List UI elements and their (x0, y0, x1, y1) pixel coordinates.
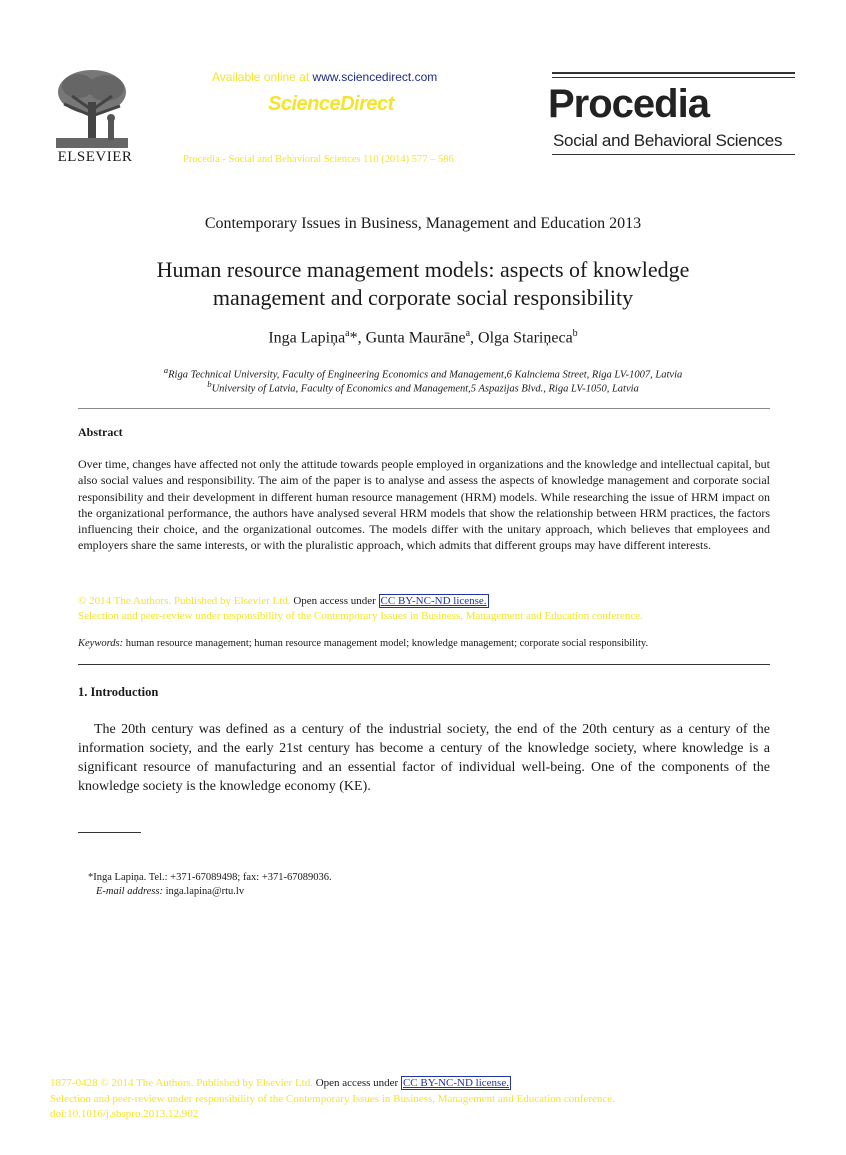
divider (78, 664, 770, 665)
elsevier-tree-logo (50, 66, 134, 152)
author-affil-mark: a (465, 328, 471, 339)
author-separator: , (470, 329, 479, 347)
author-name: Gunta Maurāne (365, 329, 466, 347)
footnote-rule (78, 832, 141, 833)
keywords-line (78, 638, 648, 649)
footer-issn: 1877-0428 © 2014 The Authors. Published by Elsevier Ltd. (50, 1077, 313, 1089)
author-separator: *, (349, 329, 366, 347)
procedia-subtitle: Social and Behavioral Sciences (553, 131, 783, 150)
procedia-rule-top-thin (552, 77, 795, 78)
procedia-rule-top (552, 72, 795, 74)
author-affil-mark: b (572, 328, 578, 339)
footnote-contact: *Inga Lapiņa. Tel.: +371-67089498; fax: +371-67089036. (88, 872, 332, 883)
affil-text: University of Latvia, Faculty of Economics and Management,5 Aspazijas Blvd., Riga LV-1050, Latvia (211, 383, 639, 395)
license-link[interactable]: CC BY-NC-ND license. (380, 595, 487, 607)
sciencedirect-logo: ScienceDirect (268, 93, 394, 115)
intro-paragraph: The 20th century was defined as a century of the industrial society, the end of the 20th century as a century of the information society, and the early 21st century has become a century of the knowledge society, where knowledge is a significant resource of manufacturing and an essential factor of individual well-being. One of the components of the knowledge society is the knowledge economy (KE). (78, 722, 770, 794)
publisher-name: ELSEVIER (57, 149, 133, 165)
footer-peer-review: Selection and peer-review under responsibility of the Contemporary Issues in Business, Management and Education conference. (50, 1093, 615, 1105)
keywords-text: human resource management; human resource management model; knowledge management; corporate social responsibility. (125, 638, 649, 649)
author-affil-mark: a (345, 328, 350, 339)
affil-text: Riga Technical University, Faculty of Engineering Economics and Management,6 Kalnciema Street, Riga LV-1007, Latvia (168, 369, 683, 381)
abstract-text: Over time, changes have affected not only the attitude towards people employed in organizations and the knowledge and intellectual capital, but also social values and responsibility. The aim of the paper is to analyse and assess the aspects of knowledge management and corporate social responsibility and their development in different human resource management (HRM) models. While researching the issue of HRM impact on the organizational performance, the authors have analysed several HRM models that show the relationship between HRM practices, the factors influencing their choice, and the organizational outcomes. The models differ with the unitary approach, which believes that employees and employers share the same interests, or with the pluralistic approach, which admits that different groups may have different interests. (78, 457, 770, 553)
author-list (0, 328, 846, 347)
affil-mark: a (163, 365, 169, 375)
sciencedirect-url[interactable]: www.sciencedirect.com (312, 70, 438, 84)
open-access-text: Open access under (293, 595, 376, 607)
author-name: Inga Lapiņa (268, 329, 346, 347)
footer-doi[interactable]: doi:10.1016/j.sbspro.2013.12.902 (50, 1108, 199, 1120)
affiliation-b (0, 379, 846, 395)
journal-reference: Procedia - Social and Behavioral Sciences 110 (2014) 577 – 586 (183, 154, 454, 165)
email-label: E-mail address: (96, 886, 163, 897)
divider (78, 408, 770, 409)
paper-title-line1: Human resource management models: aspects of knowledge (156, 257, 690, 282)
footnote-email (96, 886, 244, 897)
available-online-prefix: Available online at (212, 70, 310, 84)
footer-issn-line (50, 1077, 511, 1089)
email-address[interactable]: inga.lapina@rtu.lv (165, 886, 245, 897)
available-online-line (212, 70, 437, 84)
footer-license-link[interactable]: CC BY-NC-ND license. (402, 1077, 509, 1089)
section-heading: 1. Introduction (78, 685, 159, 699)
author-name: Olga Stariņeca (478, 329, 573, 347)
paper-title (60, 256, 786, 312)
procedia-rule-bottom (552, 154, 795, 155)
conference-name: Contemporary Issues in Business, Management and Education 2013 (204, 215, 642, 232)
copyright-line (78, 595, 489, 607)
peer-review-note: Selection and peer-review under responsibility of the Contemporary Issues in Business, Management and Education conference. (78, 610, 643, 622)
paper-title-line2: management and corporate social responsibility (212, 285, 634, 310)
affil-mark: b (207, 379, 212, 389)
footer-open-access: Open access under (315, 1077, 399, 1089)
abstract-heading: Abstract (78, 425, 123, 439)
keywords-label: Keywords: (78, 638, 124, 649)
procedia-logo: Procedia (548, 82, 709, 126)
copyright-text: © 2014 The Authors. Published by Elsevier Ltd. (78, 595, 291, 607)
